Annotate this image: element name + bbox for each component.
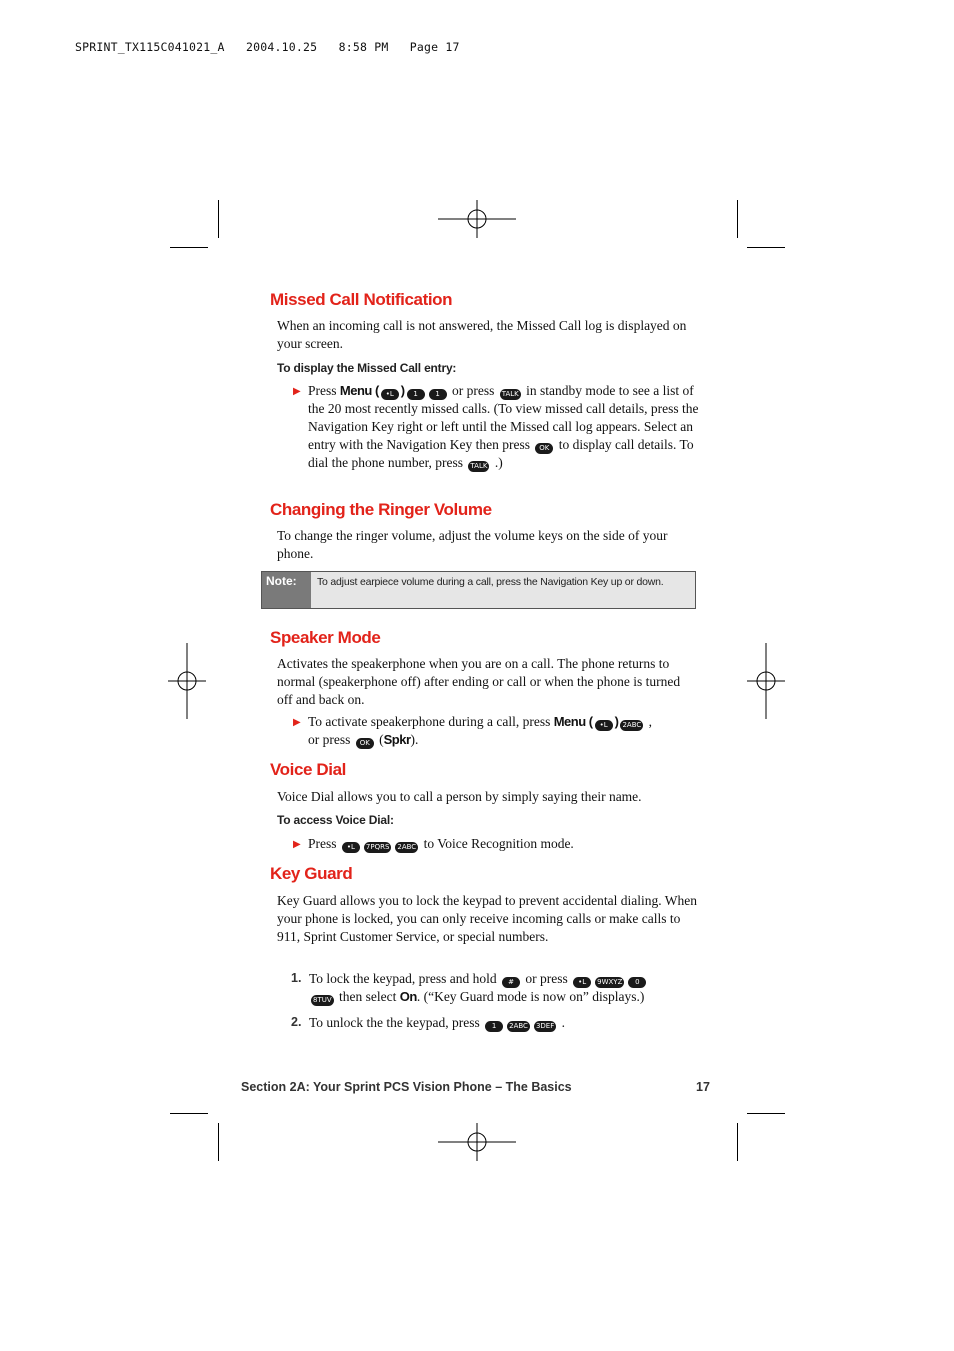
voice-dial-step: Press •L 7PQRS 2ABC to Voice Recognition mode. xyxy=(308,836,574,851)
note-label: Note: xyxy=(262,572,311,608)
pound-key-icon: # xyxy=(502,977,520,988)
crop-mark xyxy=(737,200,738,238)
speaker-mode-step: To activate speakerphone during a call, press Menu ( •L ) 2ABC , or press OK (Spkr). xyxy=(308,714,653,747)
key-guard-body: Key Guard allows you to lock the keypad to prevent accidental dialing. When your phone is locked, you can only receive incoming calls or make calls to 911, Sprint Customer Service, or special numbers. xyxy=(277,893,697,944)
speaker-mode-body: Activates the speakerphone when you are on a call. The phone returns to normal (speakerphone off) after ending or call or when the phone is turned off and back on. xyxy=(277,656,681,707)
registration-mark-icon xyxy=(438,200,518,240)
key-9-icon: 9WXYZ xyxy=(597,978,623,986)
talk-key-icon: TALK xyxy=(501,390,519,398)
talk-key-icon: TALK xyxy=(470,462,488,470)
registration-mark-icon xyxy=(168,643,208,721)
print-slug: SPRINT_TX115C041021_A 2004.10.25 8:58 PM Page 17 xyxy=(75,40,460,54)
missed-call-step: Press Menu ( •L ) 1 1 or press TALK in standby mode to see a list of the 20 most recently missed calls. (To view missed call details, press the Navigation Key right or left until the Missed call log appears. Select an entry with the Navigation Key then press OK to display call details. To dial the phone number, press TALK .) xyxy=(308,383,699,470)
section-title-missed-call: Missed Call Notification xyxy=(270,290,453,309)
crop-mark xyxy=(218,1123,219,1161)
key-1-icon: 1 xyxy=(407,389,425,400)
section-title-speaker-mode: Speaker Mode xyxy=(270,628,381,647)
step-number: 1. xyxy=(291,971,302,985)
note-text: To adjust earpiece volume during a call, press the Navigation Key up or down. xyxy=(317,576,664,588)
key-2-icon: 2ABC xyxy=(509,1022,528,1030)
voice-dial-body: Voice Dial allows you to call a person by simply saying their name. xyxy=(277,789,642,804)
key-2-icon: 2ABC xyxy=(397,843,417,851)
ok-key-icon: OK xyxy=(535,443,553,454)
key-guard-step-2: To unlock the the keypad, press 1 2ABC 3DEF . xyxy=(309,1015,565,1030)
step-number: 2. xyxy=(291,1015,302,1029)
missed-call-body: When an incoming call is not answered, the Missed Call log is displayed on your screen. xyxy=(277,318,687,351)
key-1-icon: 1 xyxy=(485,1021,503,1032)
key-0-icon: 0 xyxy=(628,977,646,988)
missed-call-subheading: To display the Missed Call entry: xyxy=(277,361,457,375)
ok-key-icon: OK xyxy=(356,738,374,749)
ringer-volume-body: To change the ringer volume, adjust the volume keys on the side of your phone. xyxy=(277,528,668,561)
bullet-arrow-icon: ▶ xyxy=(293,839,301,850)
section-title-ringer-volume: Changing the Ringer Volume xyxy=(270,500,492,519)
section-title-voice-dial: Voice Dial xyxy=(270,760,346,779)
voice-dial-subheading: To access Voice Dial: xyxy=(277,813,394,827)
registration-mark-icon xyxy=(747,643,787,721)
page-number: 17 xyxy=(696,1080,710,1094)
left-softkey-icon: •L xyxy=(381,389,399,400)
crop-mark xyxy=(170,247,208,248)
crop-mark xyxy=(737,1123,738,1161)
crop-mark xyxy=(747,247,785,248)
registration-mark-icon xyxy=(438,1123,518,1163)
key-3-icon: 3DEF xyxy=(535,1022,555,1030)
crop-mark xyxy=(170,1113,208,1114)
section-title-key-guard: Key Guard xyxy=(270,864,353,883)
left-softkey-icon: •L xyxy=(342,842,360,853)
bullet-arrow-icon: ▶ xyxy=(293,386,301,397)
footer-section-label: Section 2A: Your Sprint PCS Vision Phone – The Basics xyxy=(241,1080,572,1094)
key-2-icon: 2ABC xyxy=(622,721,642,729)
crop-mark xyxy=(218,200,219,238)
crop-mark xyxy=(747,1113,785,1114)
note-box xyxy=(261,571,696,609)
left-softkey-icon: •L xyxy=(573,977,591,988)
left-softkey-icon: •L xyxy=(595,720,613,731)
key-8-icon: 8TUV xyxy=(313,996,332,1004)
key-7-icon: 7PQRS xyxy=(365,843,390,851)
key-1-icon: 1 xyxy=(429,389,447,400)
key-guard-step-1: To lock the keypad, press and hold # or press •L 9WXYZ 0 8TUV then select On. (“Key Guard mode is now on” displays.) xyxy=(309,971,645,1004)
bullet-arrow-icon: ▶ xyxy=(293,717,301,728)
